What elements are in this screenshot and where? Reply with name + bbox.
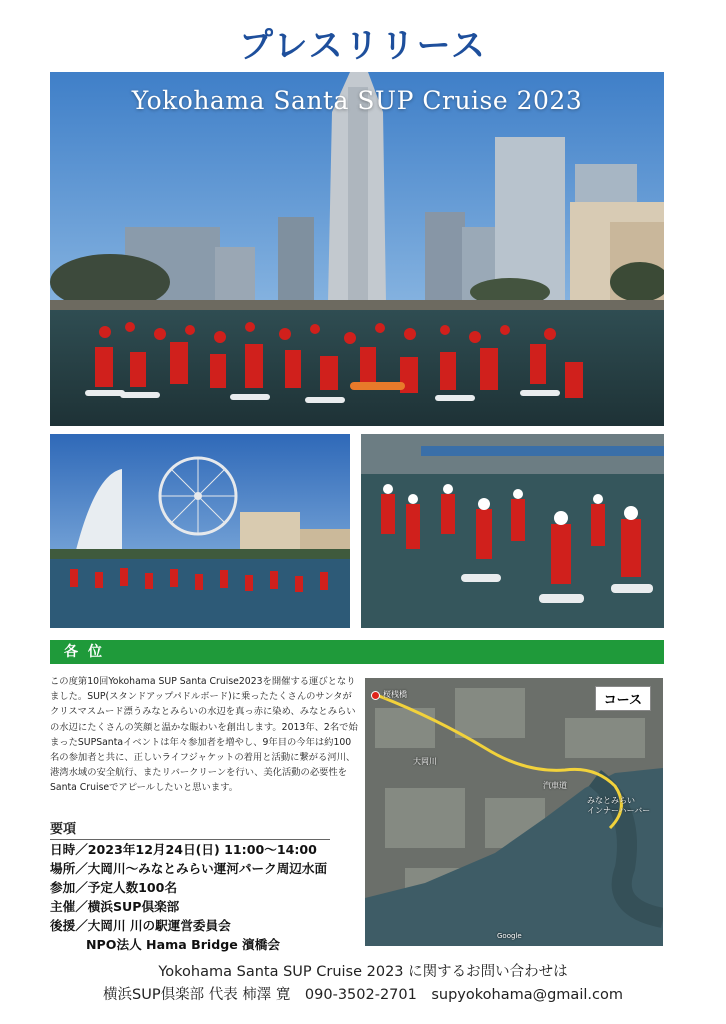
detail-organizer: 主催／横浜SUP倶楽部	[50, 899, 180, 914]
contact-line-1: Yokohama Santa SUP Cruise 2023 に関するお問い合わせは	[158, 964, 568, 980]
details-heading: 要項	[50, 818, 330, 840]
map-label-river: 大岡川	[413, 757, 437, 766]
photo-santa-paddlers-image	[361, 434, 664, 628]
hero-caption: Yokohama Santa SUP Cruise 2023	[131, 86, 583, 115]
course-map	[365, 678, 663, 946]
hero-photo-image	[50, 72, 664, 426]
map-label-canal: 汽車道	[543, 781, 567, 790]
intro-paragraph: この度第10回Yokohama SUP Santa Cruise2023を開催する運びとなりました。SUP(スタンドアップパドルボード)に乗ったたくさんのサンタがクリスマスムード漂うみなとみらいの水辺を真っ赤に染め、みなとみらいの水辺にたくさんの笑顔と温かな賑わいを創出します。2013年、2名で始まったSUPSantaイベントは年々参加者を増やし、9年目の今年は約100名の参加者と共に、正しいライフジャケットの着用と活動に繋がる河川、港湾水域の安全航行、またリバークリーンを行い、美化活動の必要性をSanta Cruiseでアピールしたいと思います。	[50, 676, 358, 794]
detail-date: 日時／2023年12月24日(日) 11:00～14:00	[50, 842, 317, 857]
photo-ferris-wheel	[50, 434, 350, 628]
map-label-harbor: みなとみらい インナーハーバー	[587, 796, 651, 815]
detail-participants: 参加／予定人数100名	[50, 880, 178, 895]
page-title: プレスリリース	[239, 26, 487, 66]
detail-supporter: 後援／大岡川 川の駅運営委員会	[50, 918, 231, 933]
map-course-label: コース	[595, 686, 651, 711]
detail-location: 場所／大岡川～みなとみらい運河パーク周辺水面	[50, 861, 328, 876]
map-label-start: 桜桟橋	[383, 690, 407, 699]
contact-line-2: 横浜SUP倶楽部 代表 柿澤 寛 090-3502-2701 supyokohama@gmail.com	[103, 987, 623, 1003]
hero-photo	[50, 72, 664, 426]
map-label-google: Google	[497, 932, 522, 940]
map-start-pin	[371, 691, 380, 700]
photo-santa-paddlers	[361, 434, 664, 628]
greeting-bar: 各位	[50, 640, 664, 664]
details-list	[50, 840, 370, 954]
photo-ferris-wheel-image	[50, 434, 350, 628]
detail-supporter-extra: NPO法人 Hama Bridge 濱橋会	[86, 937, 280, 952]
